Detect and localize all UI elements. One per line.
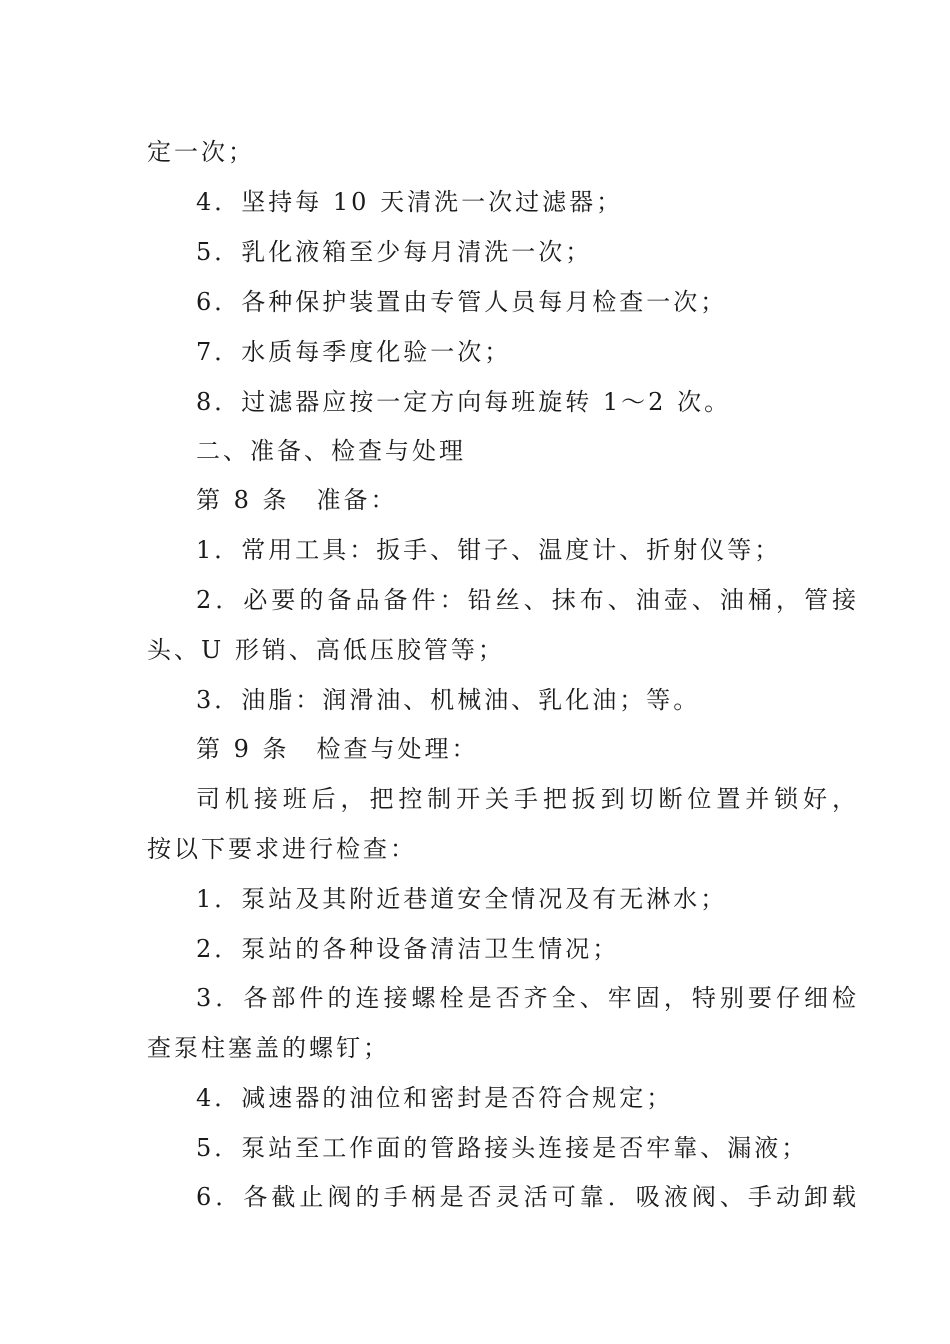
text-line: 7．水质每季度化验一次；: [196, 338, 512, 366]
text-glyph: 2: [196, 586, 212, 614]
text-glyph: 油: [635, 586, 660, 614]
text-line: 1．常用工具：扳手、钳子、温度计、折射仪等；: [196, 536, 782, 564]
text-line: 8．过滤器应按一定方向每班旋转 1～2 次。: [196, 388, 732, 416]
text-glyph: 牢: [607, 984, 632, 1012]
text-line: [196, 784, 856, 814]
text-glyph: 部: [271, 984, 296, 1012]
text-glyph: 、: [523, 586, 548, 614]
text-glyph: 检: [832, 984, 856, 1012]
text-glyph: 并: [745, 785, 770, 813]
text-glyph: 管: [803, 586, 828, 614]
text-glyph: 载: [832, 1183, 856, 1211]
text-glyph: 要: [747, 984, 772, 1012]
text-glyph: 控: [398, 785, 423, 813]
text-glyph: 好: [803, 785, 828, 813]
text-glyph: ，: [831, 785, 856, 813]
text-line: [196, 585, 856, 615]
text-glyph: 否: [467, 1183, 492, 1211]
text-glyph: 把: [542, 785, 567, 813]
text-glyph: 否: [495, 984, 520, 1012]
text-glyph: 备: [327, 586, 352, 614]
text-glyph: ，: [663, 984, 688, 1012]
text-glyph: ：: [439, 586, 464, 614]
text-glyph: 置: [716, 785, 741, 813]
text-glyph: 要: [271, 586, 296, 614]
text-glyph: 连: [355, 984, 380, 1012]
text-glyph: 品: [355, 586, 380, 614]
text-glyph: 件: [299, 984, 324, 1012]
text-glyph: 接: [383, 984, 408, 1012]
text-glyph: 柄: [411, 1183, 436, 1211]
text-glyph: 3: [196, 984, 212, 1012]
text-glyph: 各: [243, 1183, 268, 1211]
article-heading: 第 9 条 检查与处理：: [196, 735, 479, 763]
text-glyph: 接: [253, 785, 278, 813]
text-glyph: 、: [719, 1183, 744, 1211]
text-glyph: 手: [513, 785, 538, 813]
text-glyph: 各: [243, 984, 268, 1012]
text-glyph: 开: [456, 785, 481, 813]
text-glyph: 司: [196, 785, 220, 813]
text-line: [196, 1182, 856, 1212]
text-glyph: 铅: [467, 586, 492, 614]
text-glyph: 位: [687, 785, 712, 813]
text-glyph: 灵: [495, 1183, 520, 1211]
text-glyph: ，: [775, 586, 800, 614]
text-glyph: 螺: [411, 984, 436, 1012]
text-glyph: 关: [485, 785, 510, 813]
text-glyph: 把: [369, 785, 394, 813]
text-glyph: 、: [607, 586, 632, 614]
text-glyph: 靠: [579, 1183, 604, 1211]
text-glyph: 动: [775, 1183, 800, 1211]
text-glyph: 手: [383, 1183, 408, 1211]
text-glyph: 可: [551, 1183, 576, 1211]
text-glyph: 吸: [635, 1183, 660, 1211]
text-line: 5．乳化液箱至少每月清洗一次；: [196, 238, 593, 266]
text-glyph: 扳: [571, 785, 596, 813]
text-glyph: 后: [311, 785, 336, 813]
text-glyph: 手: [747, 1183, 772, 1211]
text-glyph: 截: [271, 1183, 296, 1211]
text-glyph: 到: [600, 785, 625, 813]
text-line: 3．油脂：润滑油、机械油、乳化油；等。: [196, 686, 701, 714]
text-line: [196, 983, 856, 1013]
text-glyph: 锁: [774, 785, 799, 813]
text-glyph: 接: [832, 586, 856, 614]
text-line: 按以下要求进行检查：: [147, 835, 417, 863]
text-glyph: 特: [691, 984, 716, 1012]
text-line: 6．各种保护装置由专管人员每月检查一次；: [196, 288, 728, 316]
text-glyph: 抹: [551, 586, 576, 614]
text-glyph: ．: [607, 1183, 632, 1211]
text-glyph: 的: [355, 1183, 380, 1211]
text-glyph: 6: [196, 1183, 212, 1211]
text-glyph: 固: [635, 984, 660, 1012]
text-glyph: 的: [327, 984, 352, 1012]
text-glyph: 必: [243, 586, 268, 614]
text-glyph: 齐: [523, 984, 548, 1012]
text-glyph: 壶: [663, 586, 688, 614]
text-glyph: 制: [427, 785, 452, 813]
text-glyph: 活: [523, 1183, 548, 1211]
text-line: 4．减速器的油位和密封是否符合规定；: [196, 1084, 674, 1112]
text-line: 5．泵站至工作面的管路接头连接是否牢靠、漏液；: [196, 1134, 809, 1162]
text-glyph: 的: [299, 586, 324, 614]
text-glyph: 机: [224, 785, 249, 813]
text-glyph: 栓: [439, 984, 464, 1012]
text-glyph: 切: [629, 785, 654, 813]
text-glyph: 桶: [747, 586, 772, 614]
text-line: 2．泵站的各种设备清洁卫生情况；: [196, 935, 620, 963]
text-glyph: ．: [215, 984, 240, 1012]
text-glyph: 液: [663, 1183, 688, 1211]
text-glyph: 油: [719, 586, 744, 614]
text-glyph: 卸: [803, 1183, 828, 1211]
text-glyph: 、: [579, 984, 604, 1012]
text-glyph: 是: [467, 984, 492, 1012]
text-glyph: 仔: [775, 984, 800, 1012]
text-line: 4．坚持每 10 天清洗一次过滤器；: [196, 188, 624, 216]
text-glyph: 丝: [495, 586, 520, 614]
text-glyph: 细: [803, 984, 828, 1012]
text-glyph: 阀: [691, 1183, 716, 1211]
text-line: 1．泵站及其附近巷道安全情况及有无淋水；: [196, 885, 728, 913]
text-glyph: 、: [691, 586, 716, 614]
text-glyph: 件: [411, 586, 436, 614]
section-heading: 二、准备、检查与处理: [196, 437, 466, 465]
article-heading: 第 8 条 准备：: [196, 486, 398, 514]
text-glyph: ．: [215, 586, 240, 614]
text-glyph: ，: [340, 785, 365, 813]
text-line: 定一次；: [147, 138, 255, 166]
text-glyph: 全: [551, 984, 576, 1012]
text-glyph: 班: [282, 785, 307, 813]
text-glyph: 布: [579, 586, 604, 614]
text-glyph: 断: [658, 785, 683, 813]
text-glyph: 阀: [327, 1183, 352, 1211]
text-glyph: ．: [215, 1183, 240, 1211]
text-glyph: 是: [439, 1183, 464, 1211]
text-glyph: 止: [299, 1183, 324, 1211]
text-glyph: 别: [719, 984, 744, 1012]
text-line: 查泵柱塞盖的螺钉；: [147, 1034, 390, 1062]
text-glyph: 备: [383, 586, 408, 614]
text-line: 头、U 形销、高低压胶管等；: [147, 636, 505, 664]
